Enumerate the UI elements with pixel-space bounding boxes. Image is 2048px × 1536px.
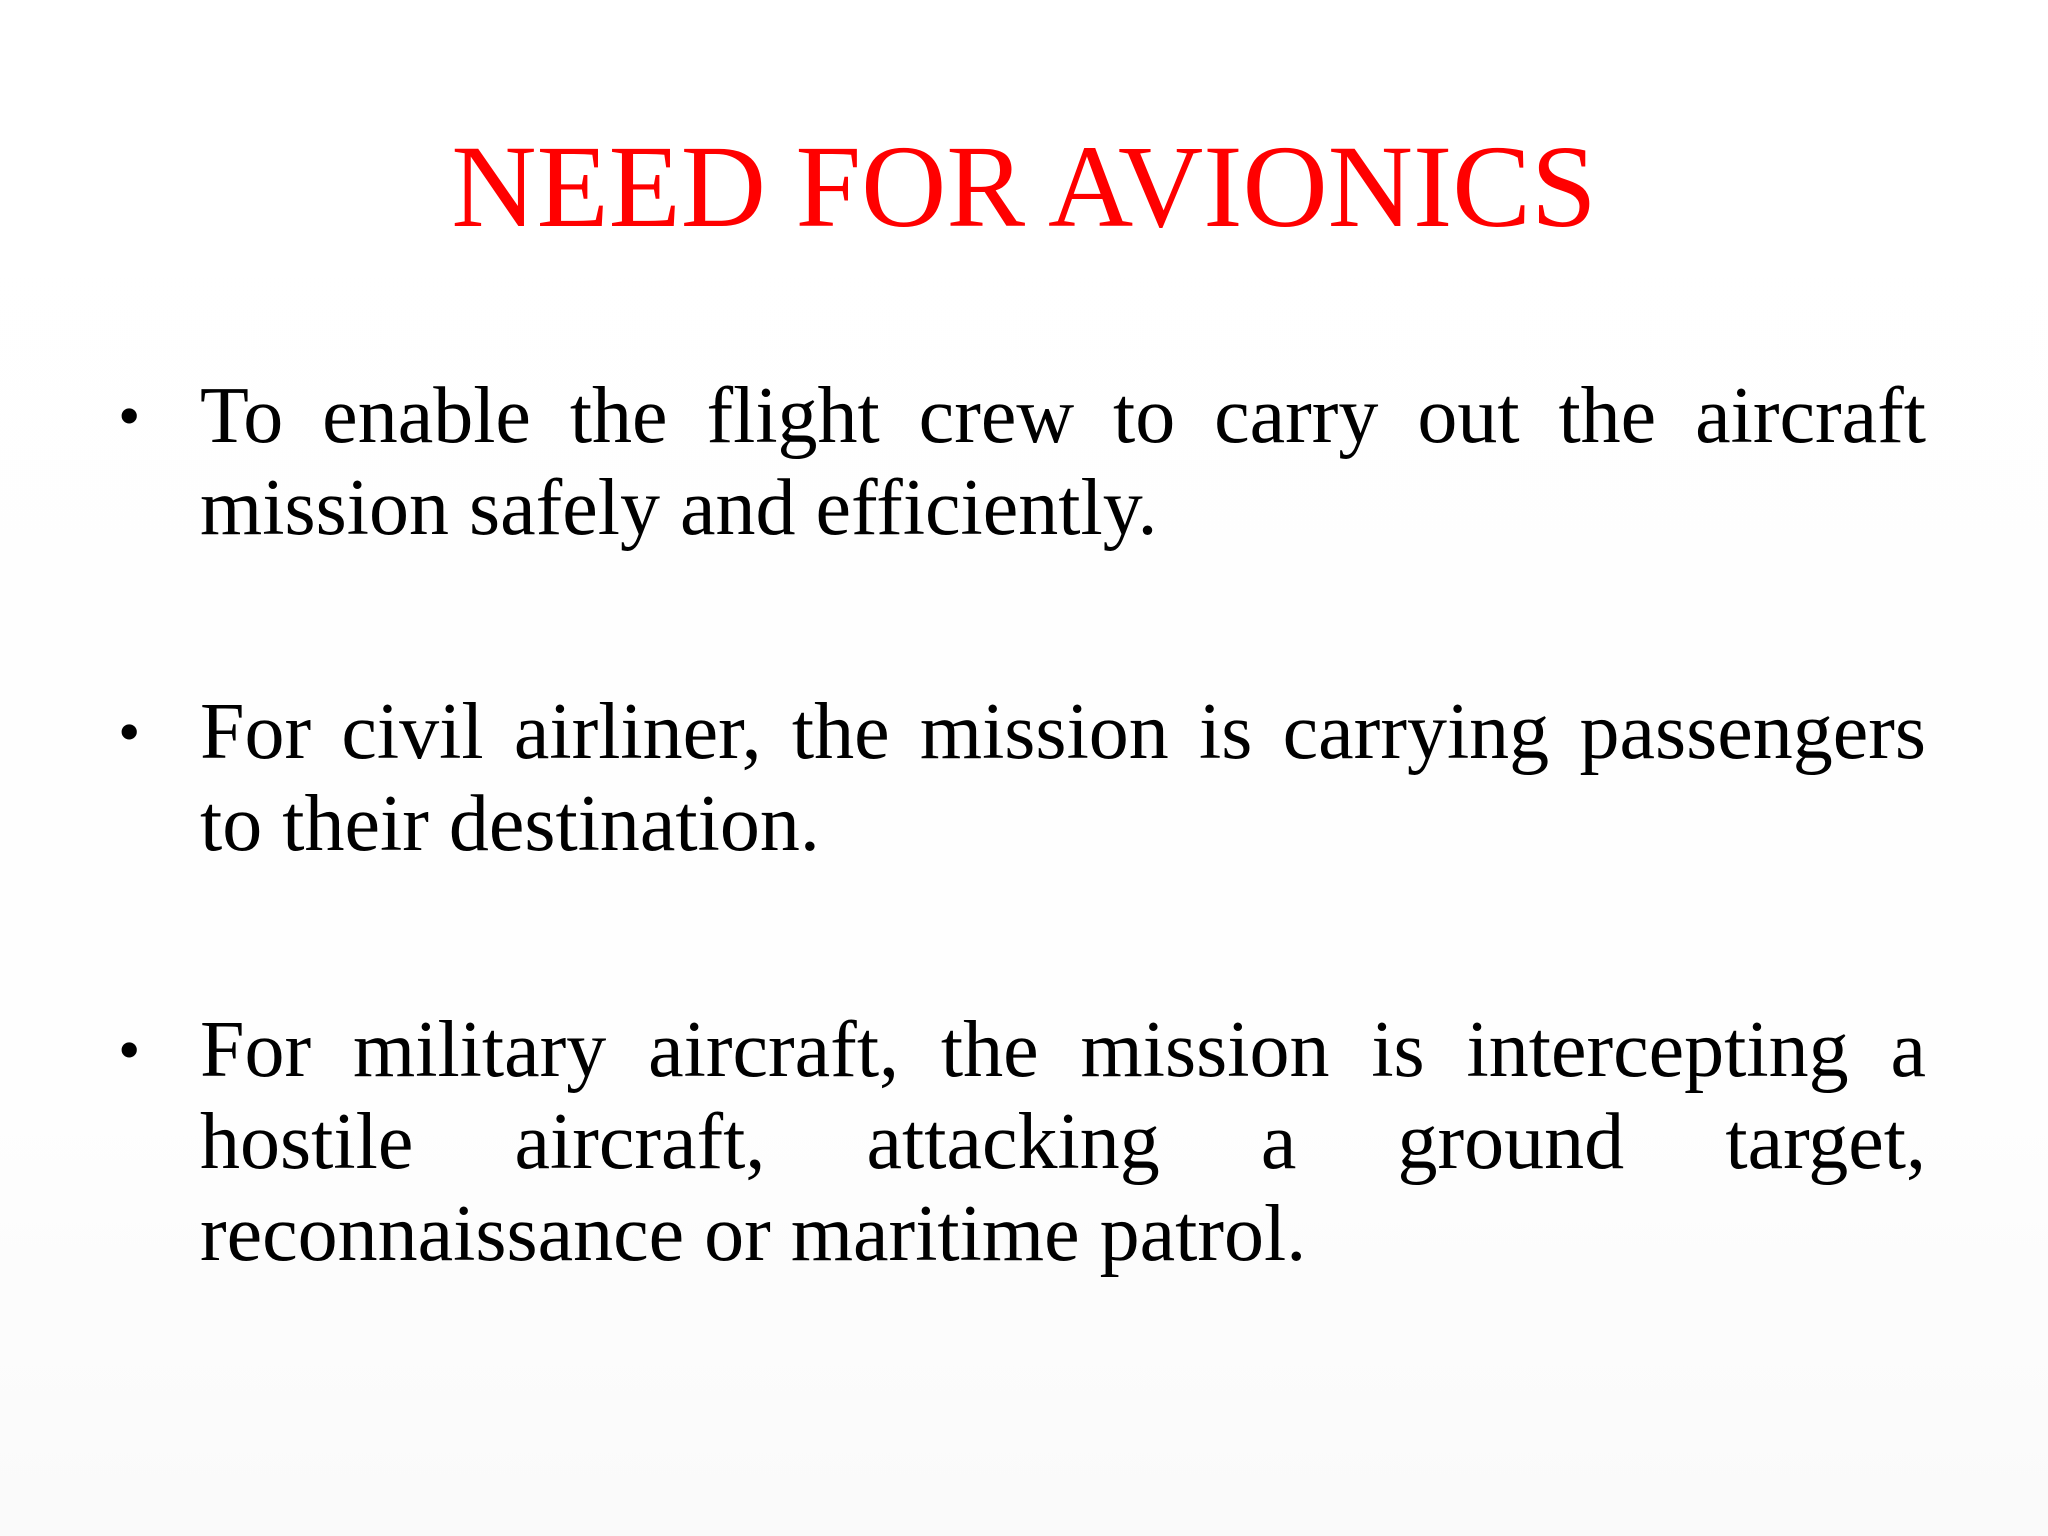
slide-title: NEED FOR AVIONICS [451, 121, 1597, 252]
bullet-icon: • [118, 1014, 141, 1085]
bullet-text: For civil airliner, the mission is carrying passengers to their destination. [200, 688, 1926, 868]
bullet-icon: • [118, 380, 141, 451]
bullet-text: To enable the flight crew to carry out the aircraft mission safely and efficiently. [200, 372, 1926, 552]
bullet-icon: • [118, 696, 141, 767]
bullet-text: For military aircraft, the mission is intercepting a hostile aircraft, attacking a ground target, reconnaissance or maritime patrol. [200, 1006, 1926, 1278]
